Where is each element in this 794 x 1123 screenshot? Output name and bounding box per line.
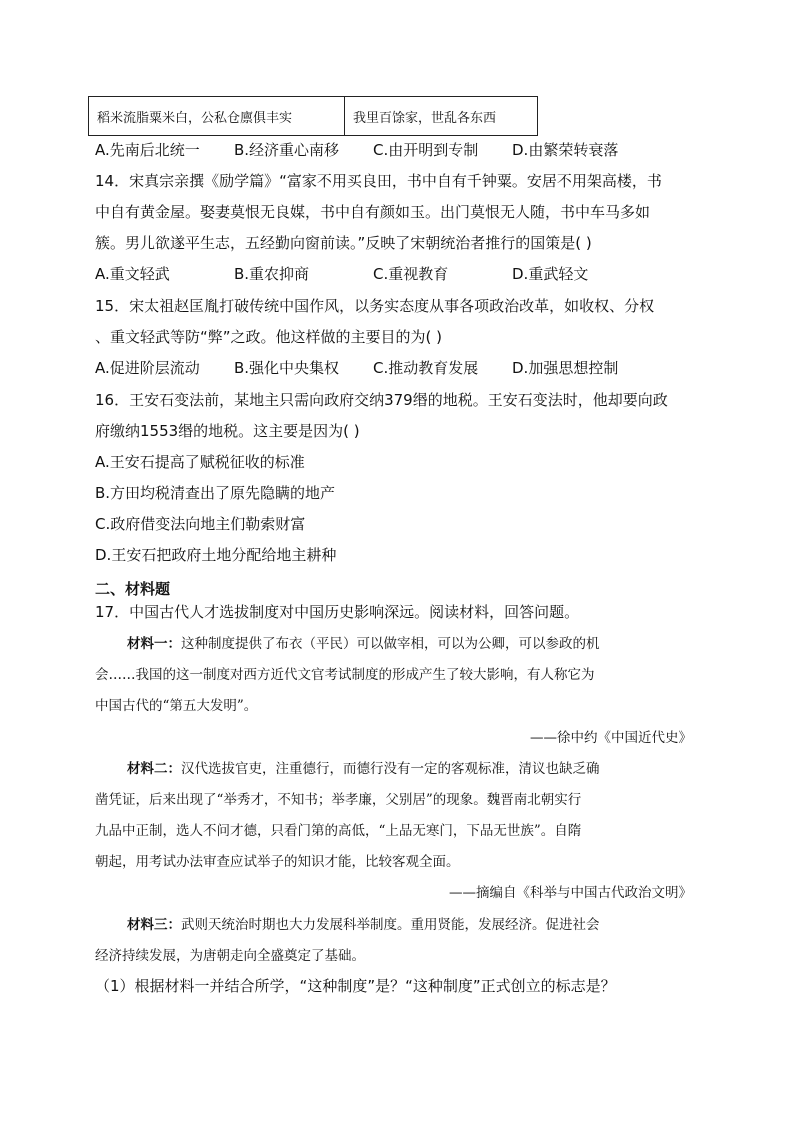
material-1-text: 这种制度提供了布衣（平民）可以做宰相，可以为公卿，可以参政的机 — [181, 636, 600, 652]
material-1-line3: 中国古代的“第五大发明”。 — [95, 698, 258, 714]
q13-option-a: A.先南后北统一 — [95, 141, 200, 159]
table-cell-poem-1: 稻米流脂粟米白，公私仓廪俱丰实 — [89, 97, 345, 136]
q15-option-a: A.促进阶层流动 — [95, 359, 200, 377]
q14-stem-line1: 14．宋真宗亲撰《励学篇》“富家不用买良田，书中自有千钟粟。安居不用架高楼，书 — [95, 172, 662, 190]
material-2-line3: 九品中正制，选人不问才德，只看门第的高低，“上品无寒门，下品无世族”。自隋 — [95, 823, 582, 839]
section-heading: 二、材料题 — [95, 580, 171, 598]
material-2-line1 — [127, 759, 600, 779]
material-1-line2: 会……我国的这一制度对西方近代文官考试制度的形成产生了较大影响，有人称它为 — [95, 667, 595, 683]
material-2-line4: 朝起，用考试办法审查应试举子的知识才能，比较客观全面。 — [95, 854, 460, 870]
table-row — [89, 97, 538, 136]
material-2-line2: 凿凭证，后来出现了“举秀才，不知书；举孝廉，父别居”的现象。魏晋南北朝实行 — [95, 792, 582, 808]
material-3-label: 材料三： — [127, 917, 181, 933]
material-2-label: 材料二： — [127, 761, 181, 777]
q16-stem-line2: 府缴纳1553缗的地税。这主要是因为( ) — [95, 422, 360, 440]
q14-option-d: D.重武轻文 — [512, 265, 589, 283]
q17-stem: 17．中国古代人才选拔制度对中国历史影响深远。阅读材料，回答问题。 — [95, 603, 580, 621]
material-1-source: ——徐中约《中国近代史》 — [530, 730, 692, 746]
material-2-source: ——摘编自《科举与中国古代政治文明》 — [449, 885, 692, 901]
q13-option-d: D.由繁荣转衰落 — [512, 141, 619, 159]
q16-option-d: D.王安石把政府土地分配给地主耕种 — [95, 546, 337, 564]
q14-option-c: C.重视教育 — [373, 265, 449, 283]
q16-stem-line1: 16．王安石变法前，某地主只需向政府交纳379缗的地税。王安石变法时，他却要向政 — [95, 391, 668, 409]
q14-option-a: A.重文轻武 — [95, 265, 170, 283]
material-1-label: 材料一： — [127, 636, 181, 652]
poem-table — [88, 96, 538, 136]
q16-option-b: B.方田均税清查出了原先隐瞒的地产 — [95, 484, 336, 502]
q13-option-c: C.由开明到专制 — [373, 141, 479, 159]
q15-option-b: B.强化中央集权 — [234, 359, 340, 377]
q16-option-c: C.政府借变法向地主们勒索财富 — [95, 515, 306, 533]
q16-option-a: A.王安石提高了赋税征收的标准 — [95, 453, 305, 471]
q15-stem-line2: 、重文轻武等防“弊”之政。他这样做的主要目的为( ) — [95, 328, 443, 346]
q15-option-c: C.推动教育发展 — [373, 359, 479, 377]
q13-options — [95, 140, 618, 160]
material-3-text: 武则天统治时期也大力发展科举制度。重用贤能，发展经济。促进社会 — [181, 917, 600, 933]
material-3-line1 — [127, 915, 600, 935]
q15-stem-line1: 15．宋太祖赵匡胤打破传统中国作风，以务实态度从事各项政治改革，如收权、分权 — [95, 297, 655, 315]
material-3-line2: 经济持续发展，为唐朝走向全盛奠定了基础。 — [95, 948, 365, 964]
q14-options — [95, 264, 588, 284]
material-2-text: 汉代选拔官吏，注重德行，而德行没有一定的客观标准，清议也缺乏确 — [181, 761, 600, 777]
q14-stem-line2: 中自有黄金屋。娶妻莫恨无良媒，书中自有颜如玉。出门莫恨无人随，书中车马多如 — [95, 203, 651, 221]
q13-option-b: B.经济重心南移 — [234, 141, 340, 159]
material-1-line1 — [127, 634, 600, 654]
q15-option-d: D.加强思想控制 — [512, 359, 619, 377]
q14-option-b: B.重农抑商 — [234, 265, 310, 283]
q17-subquestion-1: （1）根据材料一并结合所学，“这种制度”是？“这种制度”正式创立的标志是？ — [95, 977, 616, 995]
table-cell-poem-2: 我里百馀家，世乱各东西 — [345, 97, 538, 136]
q14-stem-line3: 簇。男儿欲遂平生志，五经勤向窗前读。”反映了宋朝统治者推行的国策是( ) — [95, 234, 592, 252]
q15-options — [95, 358, 618, 378]
